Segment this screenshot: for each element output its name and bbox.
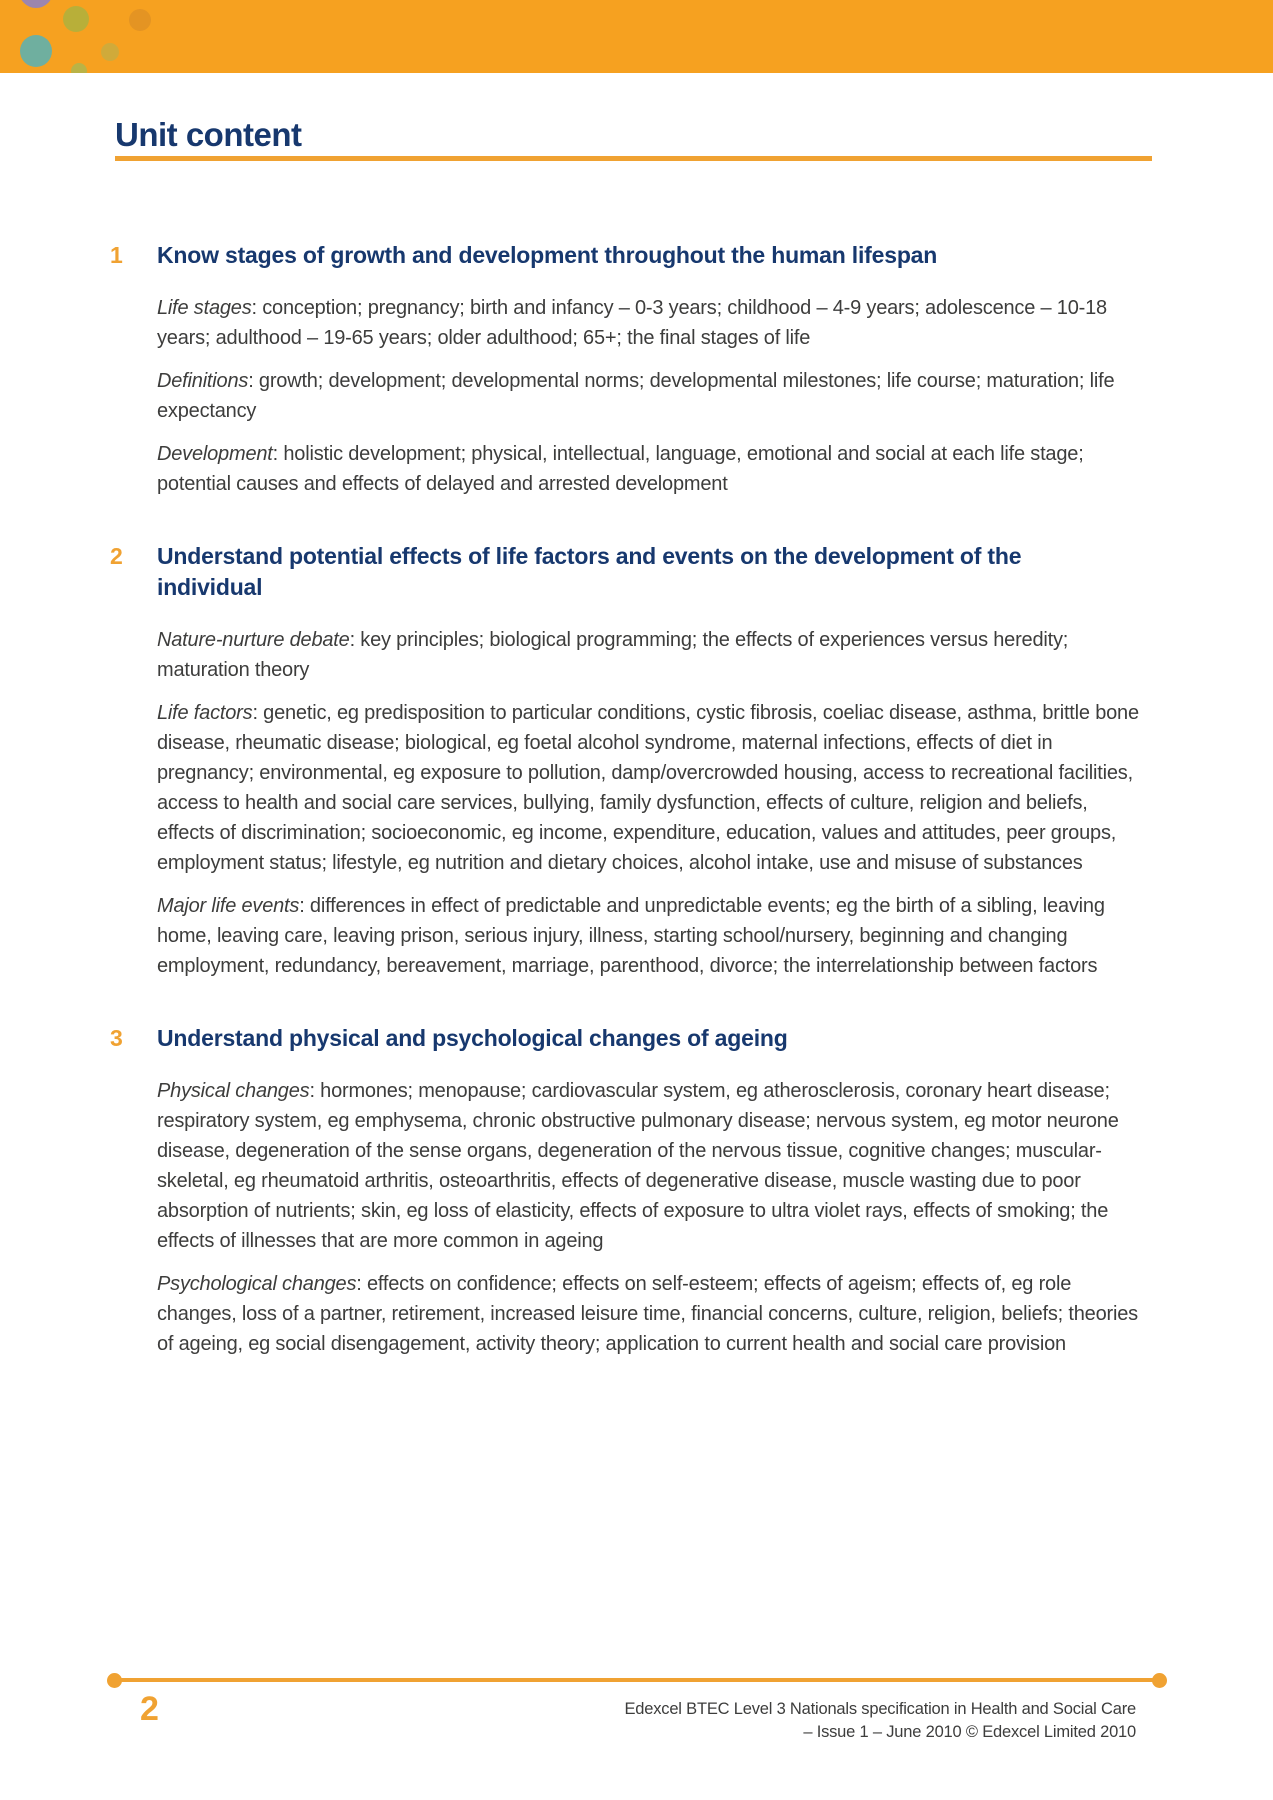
section-number: 3 bbox=[110, 1025, 123, 1051]
decorative-circle-olive-bottom bbox=[71, 63, 87, 73]
section-paragraph bbox=[157, 366, 1140, 426]
unit-content-section bbox=[110, 1023, 1140, 1359]
paragraph-text: : key principles; biological programming; the effects of experiences versus heredity; maturation theory bbox=[157, 629, 1069, 681]
section-paragraph bbox=[157, 1269, 1140, 1359]
footer-line2: – Issue 1 – June 2010 © Edexcel Limited 2010 bbox=[803, 1723, 1136, 1741]
section-heading: Understand potential effects of life factors and events on the development of the individual bbox=[157, 543, 1022, 600]
decorative-circle-olive-small bbox=[101, 43, 119, 61]
unit-content-sections bbox=[110, 240, 1140, 1359]
paragraph-text: : differences in effect of predictable and unpredictable events; eg the birth of a sibling, leaving home, leaving care, leaving prison, serious injury, illness, starting school/nursery, beginning and changing employment, redundancy, bereavement, marriage, parenthood, divorce; the interrelationship between factors bbox=[157, 895, 1105, 977]
section-heading: Understand physical and psychological changes of ageing bbox=[157, 1025, 788, 1051]
decorative-circle-purple bbox=[19, 0, 53, 8]
section-paragraph bbox=[157, 293, 1140, 353]
paragraph-lead: Major life events bbox=[157, 895, 300, 917]
footer-rule bbox=[114, 1678, 1160, 1682]
paragraph-lead: Development bbox=[157, 443, 273, 465]
paragraph-text: : growth; development; developmental norms; developmental milestones; life course; maturation; life expectancy bbox=[157, 370, 1115, 422]
footer-line1: Edexcel BTEC Level 3 Nationals specification in Health and Social Care bbox=[624, 1700, 1136, 1718]
section-paragraph bbox=[157, 625, 1140, 685]
decorative-circle-olive bbox=[63, 6, 89, 32]
section-number: 1 bbox=[110, 242, 123, 268]
page-title: Unit content bbox=[115, 116, 302, 153]
section-number: 2 bbox=[110, 543, 123, 569]
paragraph-text: : holistic development; physical, intellectual, language, emotional and social at each life stage; potential causes and effects of delayed and arrested development bbox=[157, 443, 1084, 495]
paragraph-text: : genetic, eg predisposition to particular conditions, cystic fibrosis, coeliac disease, asthma, brittle bone disease, rheumatic disease; biological, eg foetal alcohol syndrome, maternal infections, effects of diet in pregnancy; environmental, eg exposure to pollution, damp/overcrowded housing, access to recreational facilities, access to health and social care services, bullying, family dysfunction, effects of culture, religion and beliefs, effects of discrimination; socioeconomic, eg income, expenditure, education, values and attitudes, peer groups, employment status; lifestyle, eg nutrition and dietary choices, alcohol intake, use and misuse of substances bbox=[157, 702, 1139, 874]
decorative-circle-rust bbox=[129, 9, 151, 31]
section-heading: Know stages of growth and development throughout the human lifespan bbox=[157, 242, 938, 268]
page-title-block bbox=[115, 117, 1152, 161]
section-paragraph bbox=[157, 1076, 1140, 1256]
paragraph-lead: Definitions bbox=[157, 370, 249, 392]
paragraph-text: : effects on confidence; effects on self-esteem; effects of ageism; effects of, eg role changes, loss of a partner, retirement, increased leisure time, financial concerns, culture, religion, beliefs; theories of ageing, eg social disengagement, activity theory; application to current health and social care provision bbox=[157, 1273, 1138, 1355]
paragraph-lead: Physical changes bbox=[157, 1080, 310, 1102]
header-banner bbox=[0, 0, 1273, 73]
paragraph-text: : hormones; menopause; cardiovascular system, eg atherosclerosis, coronary heart disease; respiratory system, eg emphysema, chronic obstructive pulmonary disease; nervous system, eg motor neurone disease, degeneration of the sense organs, degeneration of the nervous tissue, cognitive changes; muscular-skeletal, eg rheumatoid arthritis, osteoarthritis, effects of degenerative disease, muscle wasting due to poor absorption of nutrients; skin, eg loss of elasticity, effects of exposure to ultra violet rays, effects of smoking; the effects of illnesses that are more common in ageing bbox=[157, 1080, 1119, 1252]
footer-text bbox=[624, 1698, 1136, 1744]
decorative-circle-teal bbox=[20, 35, 52, 67]
paragraph-lead: Nature-nurture debate bbox=[157, 629, 350, 651]
paragraph-lead: Psychological changes bbox=[157, 1273, 357, 1295]
unit-content-section bbox=[110, 240, 1140, 499]
paragraph-lead: Life stages bbox=[157, 297, 252, 319]
section-paragraph bbox=[157, 698, 1140, 878]
page-number: 2 bbox=[140, 1690, 159, 1728]
paragraph-lead: Life factors bbox=[157, 702, 253, 724]
paragraph-text: : conception; pregnancy; birth and infancy – 0-3 years; childhood – 4-9 years; adolescence – 10-18 years; adulthood – 19-65 years; older adulthood; 65+; the final stages of life bbox=[157, 297, 1107, 349]
unit-content-section bbox=[110, 541, 1140, 981]
section-paragraph bbox=[157, 891, 1140, 981]
section-paragraph bbox=[157, 439, 1140, 499]
